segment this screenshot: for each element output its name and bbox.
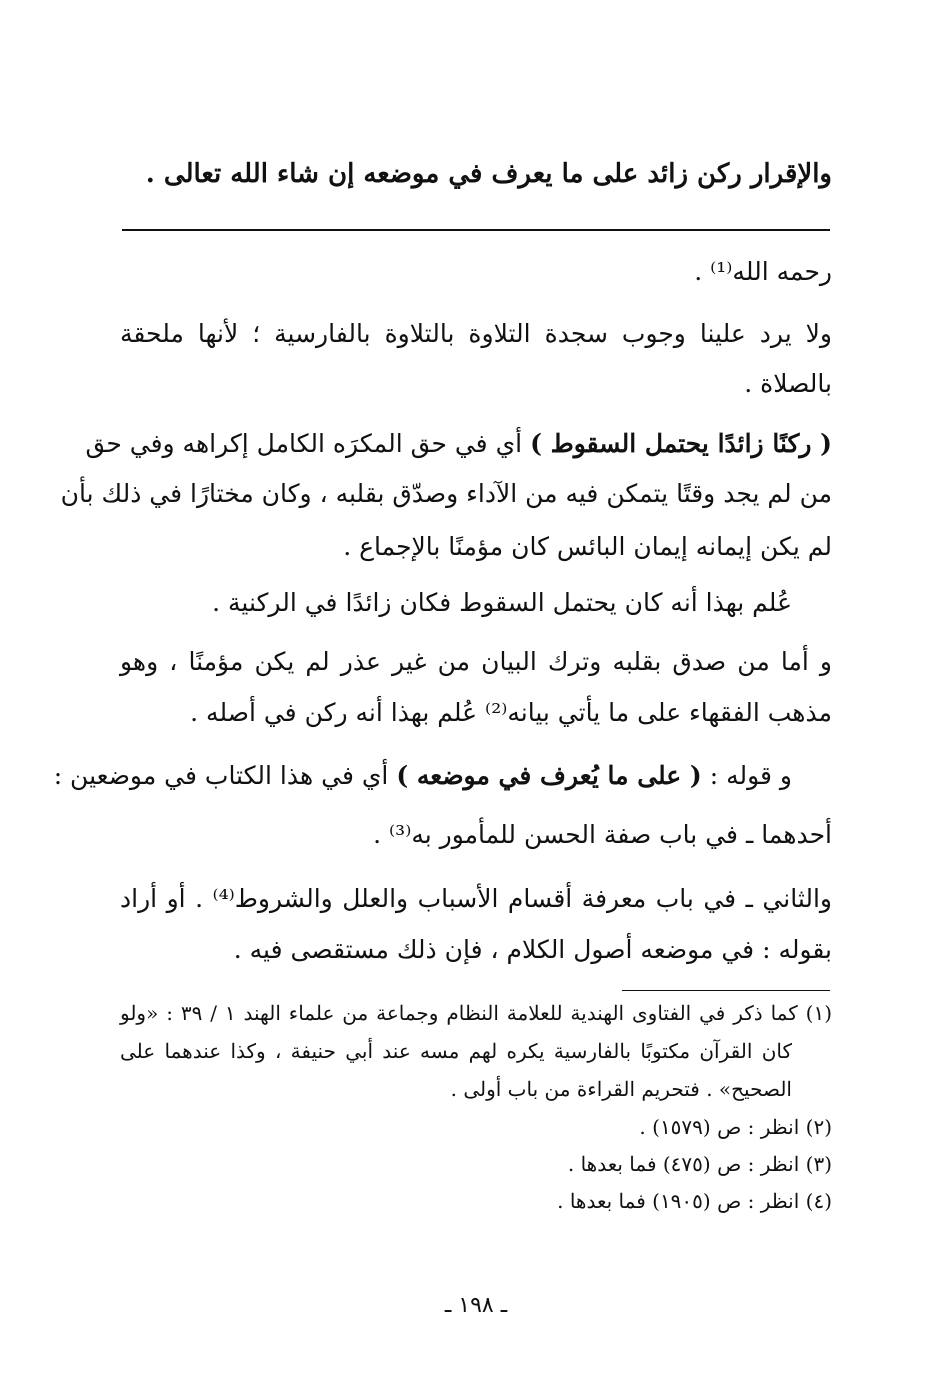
footnote: (٣) انظر : ص (٤٧٥) فما بعدها . [567, 1152, 832, 1176]
commentary-line [85, 424, 832, 464]
commentary-line: والثاني ـ في باب معرفة أقسام الأسباب والعلل والشروط⁽⁴⁾ . أو أراد [120, 884, 833, 913]
commentary-line: و أما من صدق بقلبه وترك البيان من غير عذر لم يكن مؤمنًا ، وهو [120, 647, 832, 676]
quoted-text: ( على ما يُعرف في موضعه ) [396, 761, 702, 790]
commentary-line: من لم يجد وقتًا يتمكن فيه من الآداء وصدّق بقلبه ، وكان مختارًا في ذلك بأن [60, 479, 832, 508]
main-text-divider [122, 229, 830, 231]
main-text: والإقرار ركن زائد على ما يعرف في موضعه إن شاء الله تعالى . [145, 159, 832, 189]
footnote-divider [622, 990, 830, 991]
commentary-text: أي في حق المكرَه الكامل إكراهه وفي حق [85, 429, 523, 458]
commentary-line: مذهب الفقهاء على ما يأتي بيانه⁽²⁾ عُلم بهذا أنه ركن في أصله . [190, 698, 832, 727]
commentary-line: لم يكن إيمانه إيمان البائس كان مؤمنًا بالإجماع . [343, 532, 832, 561]
quoted-text: ( ركنًا زائدًا يحتمل السقوط ) [530, 429, 832, 458]
commentary-line: بقوله : في موضعه أصول الكلام ، فإن ذلك مستقصى فيه . [233, 935, 832, 964]
commentary-line: أحدهما ـ في باب صفة الحسن للمأمور به⁽³⁾ . [373, 820, 832, 849]
commentary-text: و قوله : [709, 761, 792, 790]
commentary-line: بالصلاة . [744, 369, 832, 398]
footnote: الصحيح» . فتحريم القراءة من باب أولى . [450, 1077, 792, 1101]
commentary-line [53, 756, 832, 796]
page-number: ـ ١٩٨ ـ [444, 1293, 508, 1318]
footnote: (١) كما ذكر في الفتاوى الهندية للعلامة النظام وجماعة من علماء الهند ١ / ٣٩ : «ولو [120, 1001, 833, 1025]
commentary-line: ولا يرد علينا وجوب سجدة التلاوة بالتلاوة بالفارسية ؛ لأنها ملحقة [120, 319, 832, 348]
commentary-text: أي في هذا الكتاب في موضعين : [53, 761, 389, 790]
footnote: (٢) انظر : ص (١٥٧٩) . [639, 1115, 832, 1139]
commentary-line: رحمه الله⁽¹⁾ . [694, 257, 832, 286]
footnote: (٤) انظر : ص (١٩٠٥) فما بعدها . [557, 1189, 832, 1213]
footnote: كان القرآن مكتوبًا بالفارسية يكره لهم مسه عند أبي حنيفة ، وكذا عندهما على [120, 1039, 793, 1063]
commentary-line: عُلم بهذا أنه كان يحتمل السقوط فكان زائدًا في الركنية . [212, 588, 792, 617]
